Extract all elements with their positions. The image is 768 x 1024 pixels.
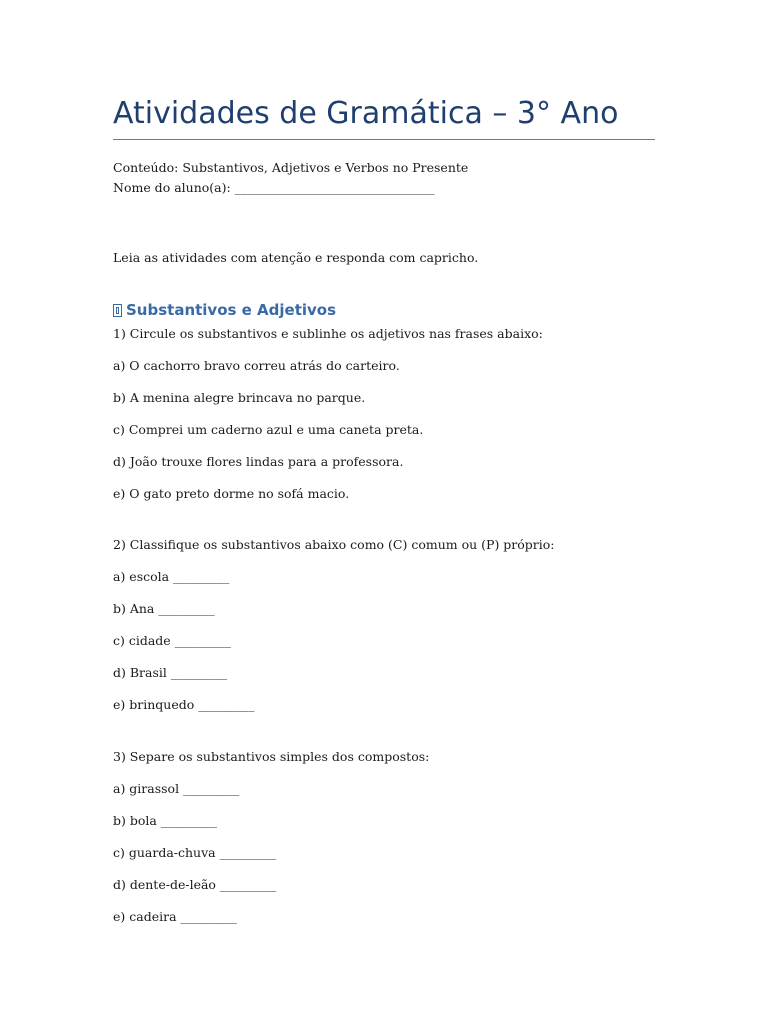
title-divider	[113, 139, 655, 140]
question-3-item-e: e) cadeira _________	[113, 909, 237, 924]
question-3-item-d: d) dente-de-leão _________	[113, 877, 277, 892]
question-2-item-c: c) cidade _________	[113, 633, 231, 648]
section-heading-text: Substantivos e Adjetivos	[126, 301, 337, 319]
document-title: Atividades de Gramática – 3° Ano	[113, 96, 619, 131]
question-2-item-e: e) brinquedo _________	[113, 697, 255, 712]
question-2-item-b: b) Ana _________	[113, 601, 215, 616]
question-1-item-e: e) O gato preto dorme no sofá macio.	[113, 486, 350, 501]
question-1-item-a: a) O cachorro bravo correu atrás do carteiro.	[113, 358, 400, 373]
section-heading	[113, 300, 336, 320]
student-name-line: Nome do aluno(a): ________________________________	[113, 180, 435, 195]
question-1-item-d: d) João trouxe flores lindas para a professora.	[113, 454, 404, 469]
content-line: Conteúdo: Substantivos, Adjetivos e Verbos no Presente	[113, 160, 469, 175]
box-icon	[113, 304, 122, 317]
question-2-prompt: 2) Classifique os substantivos abaixo como (C) comum ou (P) próprio:	[113, 537, 555, 552]
question-1-prompt: 1) Circule os substantivos e sublinhe os adjetivos nas frases abaixo:	[113, 326, 543, 341]
question-2-item-d: d) Brasil _________	[113, 665, 228, 680]
question-3-item-b: b) bola _________	[113, 813, 218, 828]
instruction-text: Leia as atividades com atenção e responda com capricho.	[113, 250, 479, 265]
question-3-item-a: a) girassol _________	[113, 781, 240, 796]
question-1-item-c: c) Comprei um caderno azul e uma caneta preta.	[113, 422, 424, 437]
question-3-prompt: 3) Separe os substantivos simples dos compostos:	[113, 749, 430, 764]
question-2-item-a: a) escola _________	[113, 569, 230, 584]
question-3-item-c: c) guarda-chuva _________	[113, 845, 276, 860]
question-1-item-b: b) A menina alegre brincava no parque.	[113, 390, 366, 405]
